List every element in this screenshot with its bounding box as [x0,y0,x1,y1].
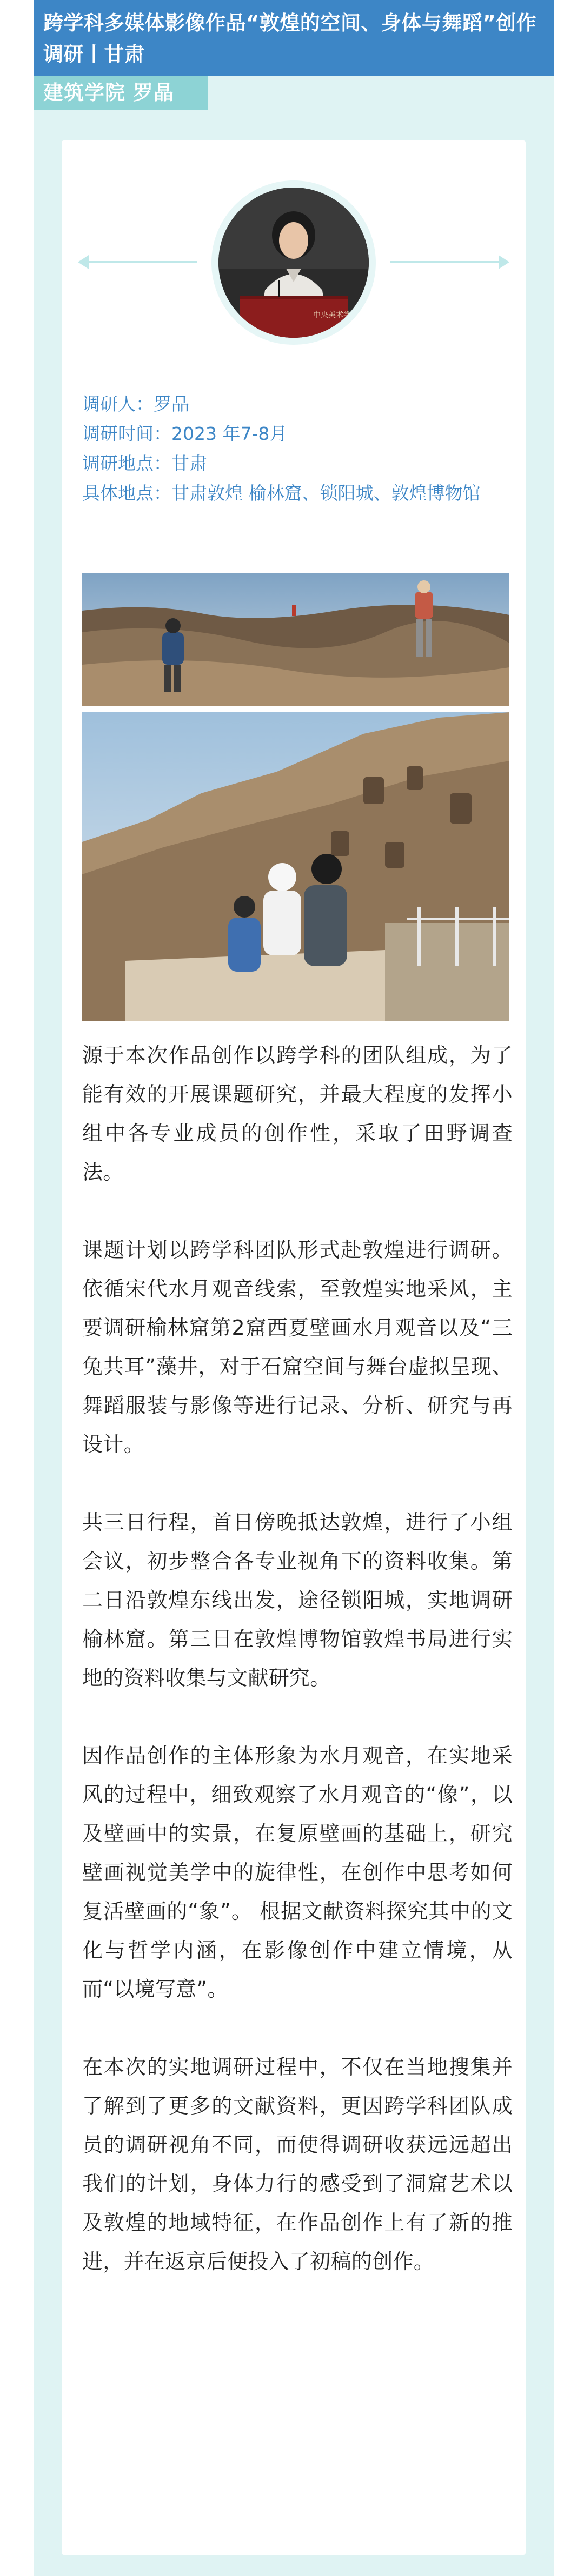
content-frame [34,120,554,2576]
photo-gobi-hills-image [82,573,509,706]
body-paragraph-1: 源于本次作品创作以跨学科的团队组成，为了能有效的开展课题研究，并最大程度的发挥小组中各专业成员的创作性，采取了田野调查法。 [82,1043,513,1184]
decor-line-right [390,261,504,263]
podium-caption: 中央美术学院 [313,311,359,319]
info-place: 调研地点：甘肃 [82,453,207,474]
body-paragraph-2: 课题计划以跨学科团队形式赴敦煌进行调研。依循宋代水月观音线索，至敦煌实地采风，主要调研榆林窟第2窟西夏壁画水月观音以及“三兔共耳”藻井，对于石窟空间与舞台虚拟呈现、舞蹈服装与影像等进行记录、分析、研究与再设计。 [82,1238,513,1456]
body-paragraph-3: 共三日行程，首日傍晚抵达敦煌，进行了小组会议，初步整合各专业视角下的资料收集。第二日沿敦煌东线出发，途径锁阳城，实地调研榆林窟。第三日在敦煌博物馆敦煌书局进行实地的资料收集与文献研究。 [82,1510,513,1690]
photo-grottoes-cliff-image [82,712,509,1021]
decor-arrow-right [499,255,509,269]
info-researcher: 调研人：罗晶 [82,393,189,414]
info-time: 调研时间：2023 年7-8月 [82,423,288,444]
decor-line-left [83,261,197,263]
research-info [82,389,509,508]
avatar-portrait [218,188,369,338]
info-specific: 具体地点：甘肃敦煌 榆林窟、锁阳城、敦煌博物馆 [82,483,481,504]
article-body [82,1036,513,2320]
author-bar [34,76,554,120]
article-title: 跨学科多媒体影像作品“敦煌的空间、身体与舞蹈”创作调研丨甘肃 [34,0,554,76]
photo-gobi-hills [82,573,509,706]
content-card [62,140,526,2555]
body-paragraph-4: 因作品创作的主体形象为水月观音，在实地采风的过程中，细致观察了水月观音的“像”，以及壁画中的实景，在复原壁画的基础上，研究壁画视觉美学中的旋律性，在创作中思考如何复活壁画的“象”。 根据文献资料探究其中的文化与哲学内涵，在影像创作中建立情境，从而“以境写意”。 [82,1744,513,2001]
avatar [218,188,369,338]
body-paragraph-5: 在本次的实地调研过程中，不仅在当地搜集并了解到了更多的文献资料，更因跨学科团队成员的调研视角不同，而使得调研收获远远超出我们的计划，身体力行的感受到了洞窟艺术以及敦煌的地域特征，在作品创作上有了新的推进，并在返京后便投入了初稿的创作。 [82,2055,513,2273]
photo-grottoes-cliff [82,712,509,1021]
author-tag: 建筑学院 罗晶 [34,76,208,110]
